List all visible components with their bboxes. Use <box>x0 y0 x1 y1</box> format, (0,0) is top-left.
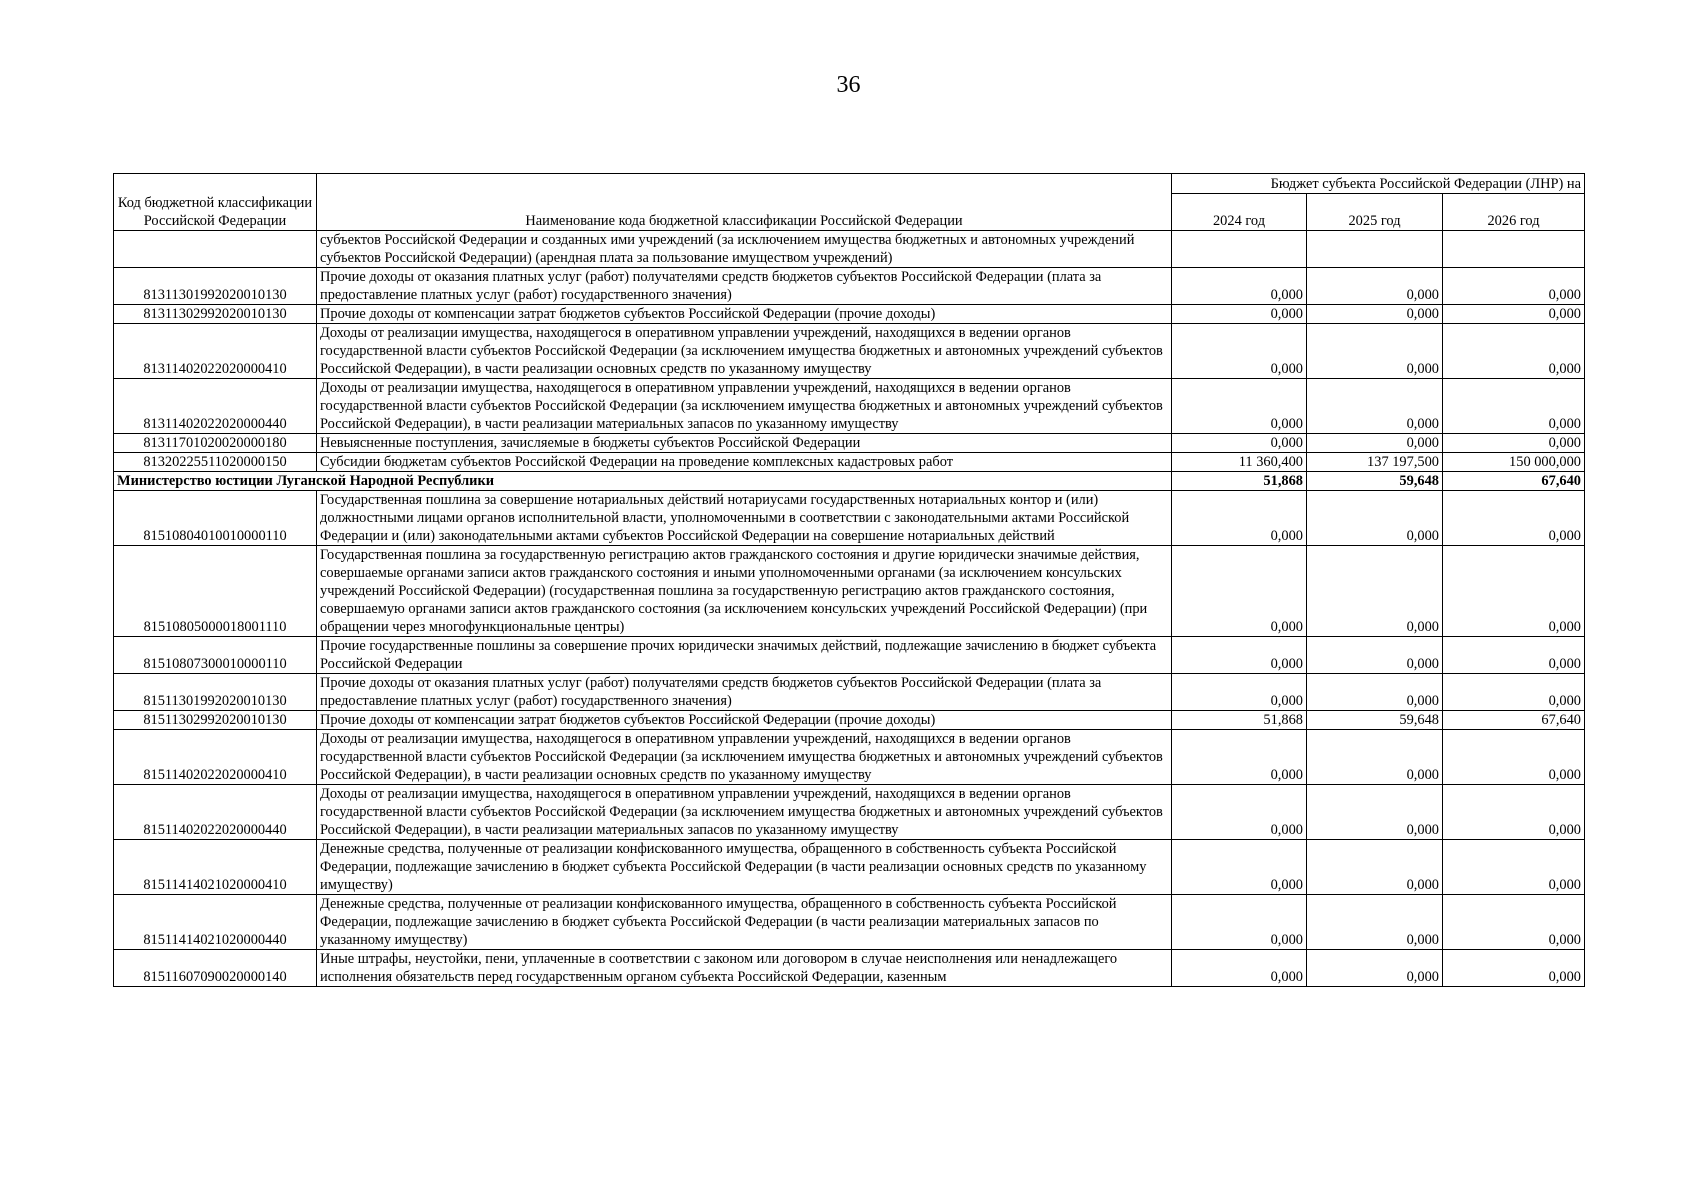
value-2025: 0,000 <box>1307 637 1443 674</box>
table-body <box>114 231 1585 987</box>
value-2025: 137 197,500 <box>1307 453 1443 472</box>
value-2025: 0,000 <box>1307 491 1443 546</box>
budget-code: 81311302992020010130 <box>114 305 317 324</box>
section-row <box>114 472 1585 491</box>
value-2026: 0,000 <box>1443 840 1585 895</box>
table-row <box>114 379 1585 434</box>
table-row <box>114 674 1585 711</box>
budget-code: 81511607090020000140 <box>114 950 317 987</box>
budget-code: 81511414021020000440 <box>114 895 317 950</box>
budget-code: 81511302992020010130 <box>114 711 317 730</box>
code-description: субъектов Российской Федерации и созданных ими учреждений (за исключением имущества бюджетных и автономных учреждений субъектов Российской Федерации) (арендная плата за пользование имуществом учреждений) <box>317 231 1172 268</box>
value-2024: 0,000 <box>1172 895 1307 950</box>
budget-code: 81311301992020010130 <box>114 268 317 305</box>
budget-code: 81510807300010000110 <box>114 637 317 674</box>
value-2026: 0,000 <box>1443 546 1585 637</box>
value-2024: 0,000 <box>1172 840 1307 895</box>
budget-code: 81510805000018001110 <box>114 546 317 637</box>
value-2024: 0,000 <box>1172 268 1307 305</box>
code-description: Доходы от реализации имущества, находящегося в оперативном управлении учреждений, находящихся в ведении органов государственной власти субъектов Российской Федерации (за исключением имущества бюджетных и автономных учреждений субъектов Российской Федерации), в части реализации основных средств по указанному имуществу <box>317 730 1172 785</box>
code-description: Невыясненные поступления, зачисляемые в бюджеты субъектов Российской Федерации <box>317 434 1172 453</box>
code-description: Прочие государственные пошлины за совершение прочих юридически значимых действий, подлежащие зачислению в бюджет субъекта Российской Федерации <box>317 637 1172 674</box>
value-2025: 0,000 <box>1307 730 1443 785</box>
value-2024: 0,000 <box>1172 950 1307 987</box>
header-year-2024: 2024 год <box>1172 194 1307 231</box>
table-row <box>114 324 1585 379</box>
budget-code: 81311402022020000440 <box>114 379 317 434</box>
header-budget: Бюджет субъекта Российской Федерации (ЛНР) на <box>1172 174 1585 194</box>
table-row <box>114 840 1585 895</box>
table-row <box>114 637 1585 674</box>
budget-table <box>113 173 1585 987</box>
value-2026: 67,640 <box>1443 711 1585 730</box>
budget-code: 81311701020020000180 <box>114 434 317 453</box>
value-2025: 0,000 <box>1307 546 1443 637</box>
section-title: Министерство юстиции Луганской Народной Республики <box>114 472 1172 491</box>
table-row <box>114 950 1585 987</box>
value-2025: 0,000 <box>1307 379 1443 434</box>
value-2025: 0,000 <box>1307 324 1443 379</box>
value-2026: 0,000 <box>1443 305 1585 324</box>
value-2026: 150 000,000 <box>1443 453 1585 472</box>
table-header-row <box>114 174 1585 194</box>
header-code: Код бюджетной классификации Российской Федерации <box>114 174 317 231</box>
code-description: Прочие доходы от оказания платных услуг (работ) получателями средств бюджетов субъектов Российской Федерации (плата за предоставление платных услуг (работ) государственного значения) <box>317 674 1172 711</box>
value-2024: 0,000 <box>1172 546 1307 637</box>
budget-code <box>114 231 317 268</box>
code-description: Денежные средства, полученные от реализации конфискованного имущества, обращенного в собственность субъекта Российской Федерации, подлежащие зачислению в бюджет субъекта Российской Федерации (в части реализации основных средств по указанному имуществу) <box>317 840 1172 895</box>
table-row <box>114 491 1585 546</box>
code-description: Доходы от реализации имущества, находящегося в оперативном управлении учреждений, находящихся в ведении органов государственной власти субъектов Российской Федерации (за исключением имущества бюджетных и автономных учреждений субъектов Российской Федерации), в части реализации материальных запасов по указанному имуществу <box>317 379 1172 434</box>
budget-code: 81510804010010000110 <box>114 491 317 546</box>
value-2026: 0,000 <box>1443 785 1585 840</box>
header-name: Наименование кода бюджетной классификации Российской Федерации <box>317 174 1172 231</box>
table-row <box>114 305 1585 324</box>
value-2026: 0,000 <box>1443 637 1585 674</box>
header-year-2026: 2026 год <box>1443 194 1585 231</box>
value-2026: 0,000 <box>1443 379 1585 434</box>
value-2025: 0,000 <box>1307 268 1443 305</box>
value-2026: 0,000 <box>1443 268 1585 305</box>
value-2024: 0,000 <box>1172 305 1307 324</box>
code-description: Государственная пошлина за государственную регистрацию актов гражданского состояния и другие юридически значимые действия, совершаемые органами записи актов гражданского состояния и иными уполномоченными органами (за исключением консульских учреждений Российской Федерации) (государственная пошлина за государственную регистрацию актов гражданского состояния, совершаемую органами записи актов гражданского состояния (за исключением консульских учреждений Российской Федерации) (при обращении через многофункциональные центры) <box>317 546 1172 637</box>
budget-code: 81511301992020010130 <box>114 674 317 711</box>
code-description: Иные штрафы, неустойки, пени, уплаченные в соответствии с законом или договором в случае неисполнения или ненадлежащего исполнения обязательств перед государственным органом субъекта Российской Федерации, казенным <box>317 950 1172 987</box>
value-2024: 0,000 <box>1172 674 1307 711</box>
code-description: Прочие доходы от компенсации затрат бюджетов субъектов Российской Федерации (прочие доходы) <box>317 711 1172 730</box>
value-2026: 0,000 <box>1443 324 1585 379</box>
value-2026: 0,000 <box>1443 434 1585 453</box>
value-2026: 0,000 <box>1443 491 1585 546</box>
budget-code: 81311402022020000410 <box>114 324 317 379</box>
value-2025: 59,648 <box>1307 472 1443 491</box>
code-description: Субсидии бюджетам субъектов Российской Федерации на проведение комплексных кадастровых работ <box>317 453 1172 472</box>
value-2025: 0,000 <box>1307 305 1443 324</box>
table-row <box>114 231 1585 268</box>
header-year-2025: 2025 год <box>1307 194 1443 231</box>
budget-code: 81511402022020000440 <box>114 785 317 840</box>
value-2024: 0,000 <box>1172 730 1307 785</box>
code-description: Прочие доходы от компенсации затрат бюджетов субъектов Российской Федерации (прочие доходы) <box>317 305 1172 324</box>
value-2025: 0,000 <box>1307 785 1443 840</box>
value-2026: 0,000 <box>1443 730 1585 785</box>
value-2024: 0,000 <box>1172 379 1307 434</box>
table-row <box>114 453 1585 472</box>
budget-code: 81511414021020000410 <box>114 840 317 895</box>
value-2025: 0,000 <box>1307 895 1443 950</box>
value-2025: 0,000 <box>1307 674 1443 711</box>
table-row <box>114 268 1585 305</box>
value-2025: 0,000 <box>1307 434 1443 453</box>
value-2024: 51,868 <box>1172 711 1307 730</box>
code-description: Доходы от реализации имущества, находящегося в оперативном управлении учреждений, находящихся в ведении органов государственной власти субъектов Российской Федерации (за исключением имущества бюджетных и автономных учреждений субъектов Российской Федерации), в части реализации основных средств по указанному имуществу <box>317 324 1172 379</box>
value-2024: 51,868 <box>1172 472 1307 491</box>
value-2025 <box>1307 231 1443 268</box>
value-2026: 0,000 <box>1443 950 1585 987</box>
value-2024: 0,000 <box>1172 491 1307 546</box>
page-number: 36 <box>836 72 861 98</box>
value-2026: 0,000 <box>1443 895 1585 950</box>
table-row <box>114 895 1585 950</box>
table-row <box>114 785 1585 840</box>
table-row <box>114 546 1585 637</box>
budget-code: 81320225511020000150 <box>114 453 317 472</box>
value-2025: 0,000 <box>1307 840 1443 895</box>
value-2024 <box>1172 231 1307 268</box>
code-description: Прочие доходы от оказания платных услуг (работ) получателями средств бюджетов субъектов Российской Федерации (плата за предоставление платных услуг (работ) государственного значения) <box>317 268 1172 305</box>
value-2026 <box>1443 231 1585 268</box>
table-row <box>114 730 1585 785</box>
value-2025: 59,648 <box>1307 711 1443 730</box>
table-row <box>114 711 1585 730</box>
value-2025: 0,000 <box>1307 950 1443 987</box>
value-2024: 0,000 <box>1172 324 1307 379</box>
value-2024: 0,000 <box>1172 637 1307 674</box>
value-2024: 11 360,400 <box>1172 453 1307 472</box>
value-2024: 0,000 <box>1172 434 1307 453</box>
code-description: Государственная пошлина за совершение нотариальных действий нотариусами государственных нотариальных контор и (или) должностными лицами органов исполнительной власти, уполномоченными в соответствии с законодательными актами Российской Федерации и (или) законодательными актами субъектов Российской Федерации на совершение нотариальных действий <box>317 491 1172 546</box>
value-2026: 67,640 <box>1443 472 1585 491</box>
code-description: Денежные средства, полученные от реализации конфискованного имущества, обращенного в собственность субъекта Российской Федерации, подлежащие зачислению в бюджет субъекта Российской Федерации (в части реализации материальных запасов по указанному имуществу) <box>317 895 1172 950</box>
value-2024: 0,000 <box>1172 785 1307 840</box>
code-description: Доходы от реализации имущества, находящегося в оперативном управлении учреждений, находящихся в ведении органов государственной власти субъектов Российской Федерации (за исключением имущества бюджетных и автономных учреждений субъектов Российской Федерации), в части реализации материальных запасов по указанному имуществу <box>317 785 1172 840</box>
table-row <box>114 434 1585 453</box>
budget-code: 81511402022020000410 <box>114 730 317 785</box>
value-2026: 0,000 <box>1443 674 1585 711</box>
